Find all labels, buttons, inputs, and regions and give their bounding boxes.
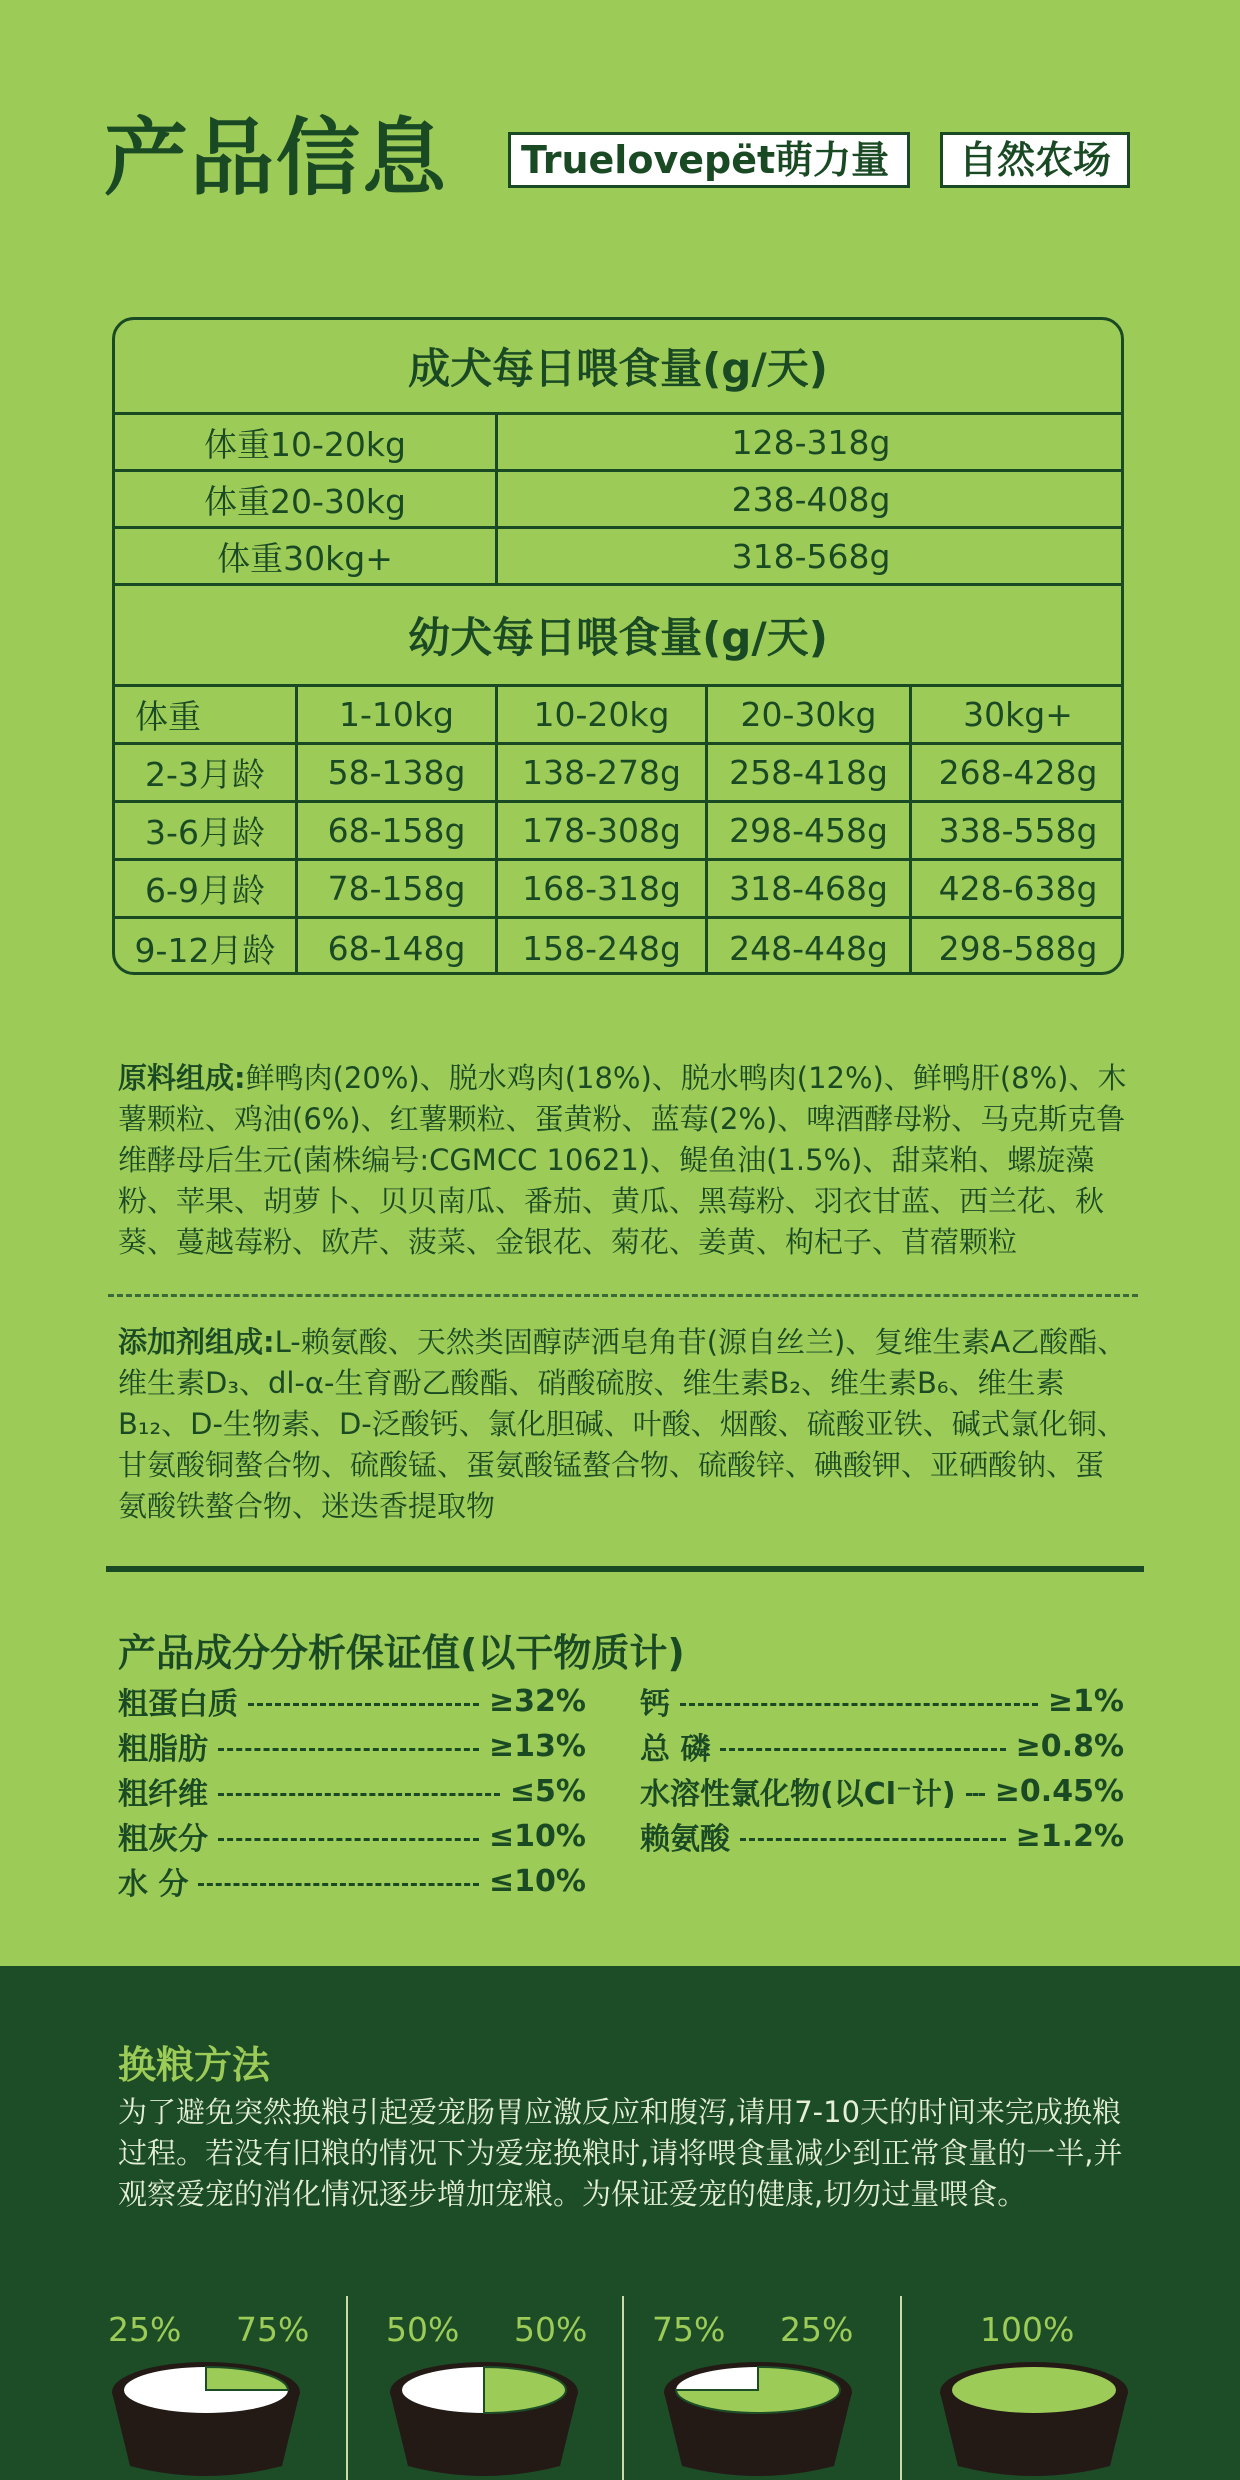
table-row bbox=[115, 858, 1121, 916]
column-header: 10-20kg bbox=[533, 695, 670, 734]
farm-logo: 自然农场 bbox=[940, 132, 1130, 188]
nutrient-row bbox=[640, 1725, 1124, 1767]
adult-heading: 成犬每日喂食量(g/天) bbox=[408, 344, 828, 393]
amount-cell: 78-158g bbox=[327, 869, 466, 908]
amount-cell: 168-318g bbox=[522, 869, 681, 908]
nutrient-row bbox=[640, 1815, 1124, 1857]
puppy-header-row bbox=[115, 684, 1121, 742]
ingredients-paragraph bbox=[118, 1058, 1128, 1263]
column-header: 20-30kg bbox=[740, 695, 877, 734]
additives-paragraph bbox=[118, 1322, 1128, 1527]
nutrient-row bbox=[118, 1680, 586, 1722]
amount-cell: 318-468g bbox=[729, 869, 888, 908]
ingredients-label: 原料组成: bbox=[118, 1061, 246, 1095]
nutrient-name: 水溶性氯化物(以Cl⁻计) bbox=[640, 1777, 956, 1812]
nutrient-value: ≥13% bbox=[489, 1728, 586, 1764]
additives-label: 添加剂组成: bbox=[118, 1325, 275, 1359]
stage-3-old-percent: 75% bbox=[652, 2310, 726, 2349]
column-header: 30kg+ bbox=[963, 695, 1073, 734]
amount-cell: 258-418g bbox=[729, 753, 888, 792]
switching-text: 为了避免突然换粮引起爱宠肠胃应激反应和腹泻,请用7-10天的时间来完成换粮过程。若没有旧粮的情况下为爱宠换粮时,请将喂食量减少到正常食量的一半,并观察爱宠的消化情况逐步增加宠粮。为保证爱宠的健康,切勿过量喂食。 bbox=[118, 2095, 1123, 2211]
dashed-divider bbox=[108, 1294, 1138, 1297]
stage-2-old-percent: 50% bbox=[386, 2310, 460, 2349]
amount-cell: 178-308g bbox=[522, 811, 681, 850]
stage-divider bbox=[900, 2296, 902, 2480]
puppy-heading: 幼犬每日喂食量(g/天) bbox=[408, 613, 828, 662]
column-header: 1-10kg bbox=[339, 695, 454, 734]
age-cell: 6-9月龄 bbox=[145, 871, 265, 910]
table-row bbox=[115, 916, 1121, 975]
age-cell: 9-12月龄 bbox=[134, 931, 276, 970]
nutrient-value: ≥0.45% bbox=[994, 1773, 1124, 1809]
amount-cell: 158-248g bbox=[522, 929, 681, 968]
amount-cell: 298-458g bbox=[729, 811, 888, 850]
amount-cell: 248-448g bbox=[729, 929, 888, 968]
bowl-icon bbox=[108, 2350, 304, 2480]
nutrient-value: ≤5% bbox=[509, 1773, 586, 1809]
nutrient-name: 粗脂肪 bbox=[118, 1732, 208, 1767]
nutrient-value: ≤10% bbox=[489, 1863, 586, 1899]
stage-1-new-percent: 75% bbox=[236, 2310, 310, 2349]
brand-logo: Truelovepët萌力量 bbox=[508, 132, 910, 188]
amount-cell: 68-148g bbox=[327, 929, 466, 968]
table-row bbox=[115, 742, 1121, 800]
analysis-title: 产品成分分析保证值(以干物质计) bbox=[118, 1631, 685, 1675]
adult-weight: 体重20-30kg bbox=[204, 481, 406, 521]
nutrient-row bbox=[640, 1680, 1124, 1722]
food-new-wedge bbox=[206, 2367, 288, 2390]
feeding-table bbox=[112, 317, 1124, 975]
nutrient-value: ≥1% bbox=[1047, 1683, 1124, 1719]
amount-cell: 68-158g bbox=[327, 811, 466, 850]
food-old bbox=[952, 2367, 1116, 2413]
amount-cell: 298-588g bbox=[938, 929, 1098, 968]
column-header: 体重 bbox=[135, 697, 201, 736]
nutrient-row bbox=[118, 1815, 586, 1857]
amount-cell: 428-638g bbox=[938, 869, 1098, 908]
table-row bbox=[115, 412, 1121, 469]
nutrient-row bbox=[640, 1770, 1124, 1812]
stage-divider bbox=[622, 2296, 624, 2480]
nutrient-value: ≥1.2% bbox=[1015, 1818, 1124, 1854]
table-row bbox=[115, 469, 1121, 526]
amount-cell: 58-138g bbox=[327, 753, 466, 792]
nutrient-row bbox=[118, 1770, 586, 1812]
bowl-icon bbox=[386, 2350, 582, 2480]
bowl-icon bbox=[660, 2350, 856, 2480]
amount-cell: 268-428g bbox=[938, 753, 1098, 792]
switching-title: 换粮方法 bbox=[118, 2043, 271, 2087]
stage-4-percent: 100% bbox=[980, 2310, 1075, 2349]
nutrient-value: ≥0.8% bbox=[1015, 1728, 1124, 1764]
stage-3-new-percent: 25% bbox=[780, 2310, 854, 2349]
table-row bbox=[115, 800, 1121, 858]
adult-weight: 体重10-20kg bbox=[204, 424, 406, 464]
nutrient-value: ≥32% bbox=[489, 1683, 586, 1719]
adult-weight: 体重30kg+ bbox=[217, 538, 393, 578]
nutrient-row bbox=[118, 1725, 586, 1767]
adult-amount: 238-408g bbox=[731, 479, 891, 519]
adult-amount: 318-568g bbox=[731, 536, 891, 576]
age-cell: 2-3月龄 bbox=[145, 755, 265, 794]
nutrient-name: 粗纤维 bbox=[118, 1777, 208, 1812]
bowl-icon bbox=[936, 2350, 1132, 2480]
nutrient-name: 总 磷 bbox=[640, 1732, 711, 1767]
amount-cell: 138-278g bbox=[522, 753, 681, 792]
nutrient-value: ≤10% bbox=[489, 1818, 586, 1854]
solid-divider bbox=[106, 1566, 1144, 1572]
amount-cell: 338-558g bbox=[938, 811, 1098, 850]
age-cell: 3-6月龄 bbox=[145, 813, 265, 852]
nutrient-row bbox=[118, 1860, 586, 1902]
adult-amount: 128-318g bbox=[731, 422, 891, 462]
nutrient-name: 粗灰分 bbox=[118, 1822, 208, 1857]
nutrient-name: 粗蛋白质 bbox=[118, 1687, 238, 1722]
ingredients-text: 鲜鸭肉(20%)、脱水鸡肉(18%)、脱水鸭肉(12%)、鲜鸭肝(8%)、木薯颗粒、鸡油(6%)、红薯颗粒、蛋黄粉、蓝莓(2%)、啤酒酵母粉、马克斯克鲁维酵母后生元(菌株编号:CGMCC 10621)、鳀鱼油(1.5%)、甜菜粕、螺旋藻粉、苹果、胡萝卜、贝贝南瓜、番茄、黄瓜、黑莓粉、羽衣甘蓝、西兰花、秋葵、蔓越莓粉、欧芹、菠菜、金银花、菊花、姜黄、枸杞子、苜蓿颗粒 bbox=[118, 1061, 1127, 1259]
nutrient-name: 水 分 bbox=[118, 1867, 189, 1902]
nutrient-name: 赖氨酸 bbox=[640, 1822, 730, 1857]
stage-divider bbox=[346, 2296, 348, 2480]
adult-heading-row bbox=[115, 320, 1121, 412]
stage-1-old-percent: 25% bbox=[108, 2310, 182, 2349]
additives-text: L-赖氨酸、天然类固醇萨洒皂角苷(源自丝兰)、复维生素A乙酸酯、维生素D₃、dl-α-生育酚乙酸酯、硝酸硫胺、维生素B₂、维生素B₆、维生素B₁₂、D-生物素、D-泛酸钙、氯化胆碱、叶酸、烟酸、硫酸亚铁、碱式氯化铜、甘氨酸铜螯合物、硫酸锰、蛋氨酸锰螯合物、硫酸锌、碘酸钾、亚硒酸钠、蛋氨酸铁螯合物、迷迭香提取物 bbox=[118, 1325, 1127, 1523]
stage-2-new-percent: 50% bbox=[514, 2310, 588, 2349]
page-title: 产品信息 bbox=[104, 109, 449, 207]
nutrient-name: 钙 bbox=[640, 1687, 670, 1722]
puppy-heading-row bbox=[115, 583, 1121, 684]
table-row bbox=[115, 526, 1121, 583]
